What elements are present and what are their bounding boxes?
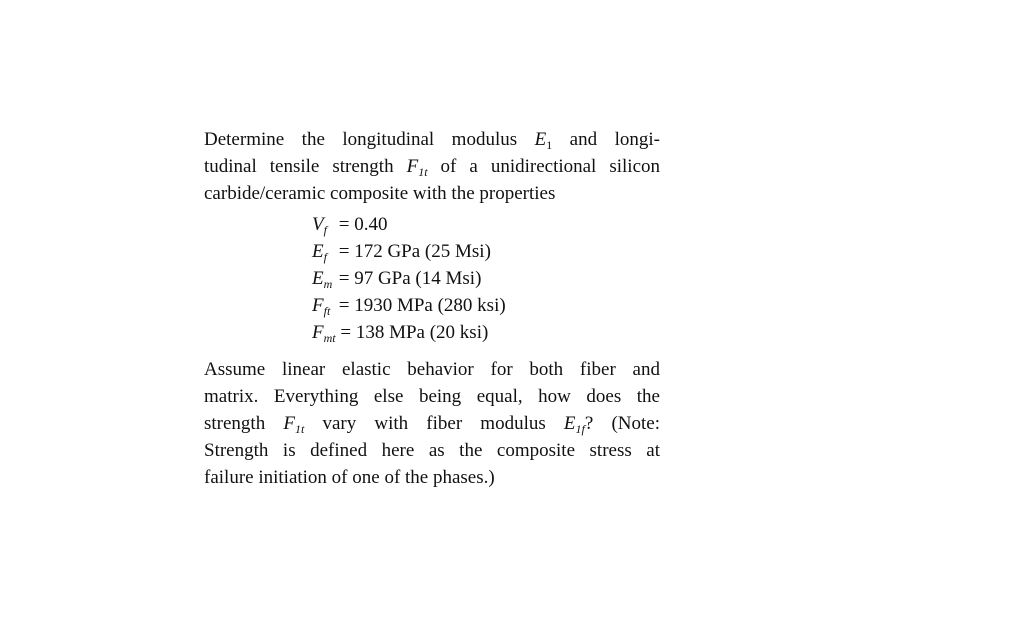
property-symbol: F: [312, 322, 324, 343]
property-value: = 97 GPa (14 Msi): [338, 268, 482, 289]
closing-text: ? (Note:: [584, 413, 660, 434]
property-value: = 138 MPa (20 ksi): [340, 322, 489, 343]
intro-paragraph: [204, 126, 660, 207]
symbol-E: E: [534, 129, 547, 150]
closing-text: vary with fiber modulus: [304, 413, 564, 434]
closing-line-4: Strength is defined here as the composite stress at: [204, 440, 660, 461]
closing-line-5: failure initiation of one of the phases.): [204, 467, 495, 488]
symbol-F: F: [406, 156, 419, 177]
property-symbol: V: [312, 214, 324, 235]
property-value: = 0.40: [338, 214, 388, 235]
intro-line-2: [204, 153, 660, 180]
closing-text: strength: [204, 413, 284, 434]
closing-line-1: Assume linear elastic behavior for both fiber and: [204, 359, 660, 380]
property-subscript: f: [323, 250, 327, 264]
intro-text: Determine the longitudinal modulus: [204, 129, 535, 150]
subscript: 1t: [294, 422, 305, 436]
intro-text: of a unidirectional silicon: [427, 156, 661, 177]
property-symbol: E: [312, 241, 324, 262]
given-properties: [312, 211, 660, 346]
property-row: [312, 319, 660, 346]
closing-line-3: [204, 410, 660, 437]
property-subscript: ft: [323, 304, 331, 318]
property-symbol: E: [312, 268, 324, 289]
property-row: [312, 211, 660, 238]
intro-line-3: carbide/ceramic composite with the properties: [204, 183, 556, 204]
intro-line-1: [204, 126, 660, 153]
problem-statement: [204, 126, 660, 491]
property-value: = 1930 MPa (280 ksi): [338, 295, 506, 316]
symbol-E: E: [563, 413, 576, 434]
property-row: [312, 238, 660, 265]
intro-text: and longi-: [552, 129, 660, 150]
closing-line-2: matrix. Everything else being equal, how does the: [204, 386, 660, 407]
subscript: 1: [546, 138, 553, 152]
subscript: 1t: [418, 165, 428, 179]
symbol-F: F: [283, 413, 295, 434]
property-subscript: f: [323, 223, 327, 237]
property-row: [312, 265, 660, 292]
property-value: = 172 GPa (25 Msi): [338, 241, 491, 262]
intro-text: tudinal tensile strength: [204, 156, 407, 177]
closing-paragraph: [204, 356, 660, 491]
property-subscript: m: [323, 277, 333, 291]
property-symbol: F: [312, 295, 324, 316]
property-row: [312, 292, 660, 319]
property-subscript: mt: [323, 331, 336, 345]
subscript: 1f: [575, 422, 585, 436]
